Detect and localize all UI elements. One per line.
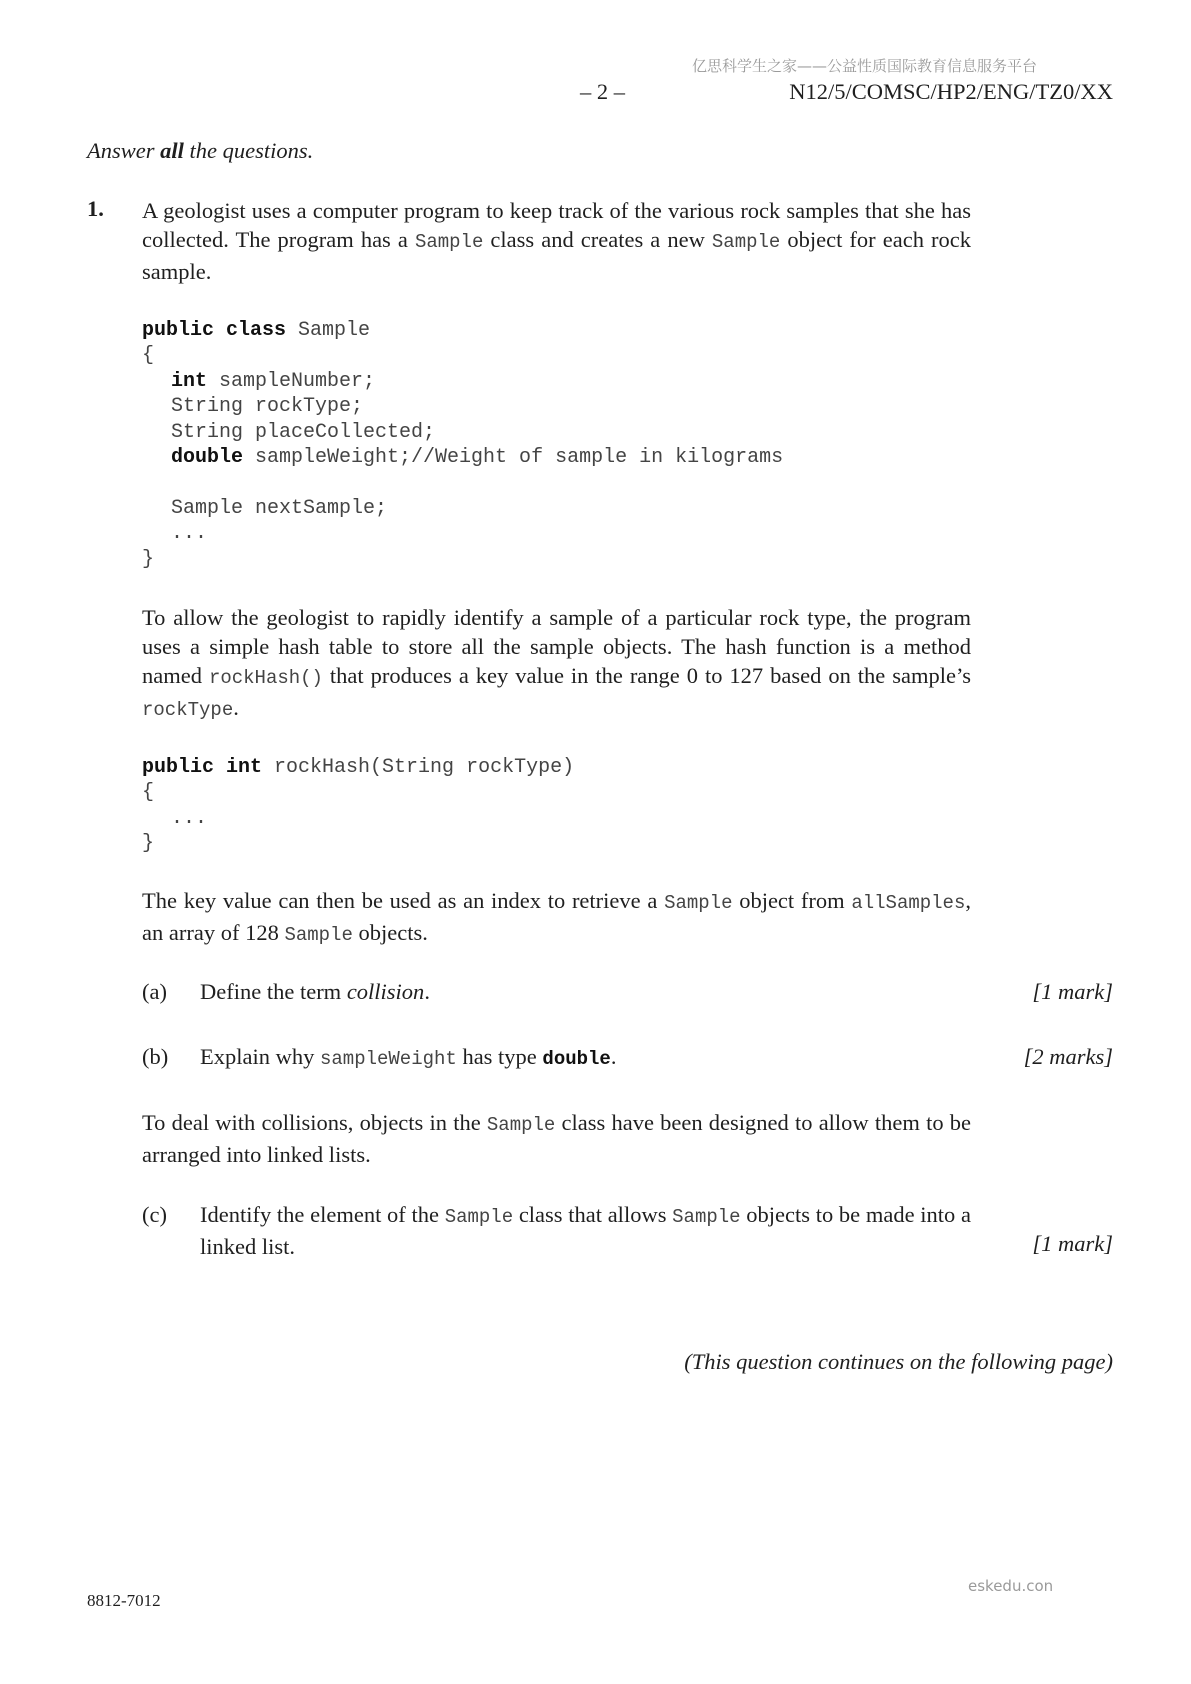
question-number: 1. <box>87 196 104 221</box>
code-line: public class Sample <box>142 319 371 342</box>
footer-code: 8812-7012 <box>87 1591 161 1610</box>
mark-allocation: [1 mark] <box>1032 979 1113 1004</box>
top-watermark: 亿思科学生之家——公益性质国际教育信息服务平台 <box>692 57 1038 75</box>
part-text: Explain why sampleWeight has type double. <box>200 1044 617 1070</box>
code-line: { <box>142 344 155 367</box>
continues-note: (This question continues on the following page) <box>684 1349 1113 1374</box>
key-paragraph: The key value can then be used as an index to retrieve a Sample object from allSamples, an array of 128 Sample objects. <box>142 888 971 946</box>
part-label: (b) <box>142 1044 169 1069</box>
mark-allocation: [2 marks] <box>1023 1044 1113 1069</box>
paper-code: N12/5/COMSC/HP2/ENG/TZ0/XX <box>789 79 1113 104</box>
footer-watermark: eskedu.con <box>968 1577 1054 1595</box>
code-line: double sampleWeight;//Weight of sample in kilograms <box>171 446 784 469</box>
collision-paragraph: To deal with collisions, objects in the Sample class have been designed to allow them to be arranged into linked lists. <box>142 1110 972 1167</box>
code-line: ... <box>171 522 208 545</box>
code-line: } <box>142 548 155 571</box>
question-intro: A geologist uses a computer program to keep track of the various rock samples that she has collected. The program has a Sample class and creates a new Sample object for each rock sample. <box>142 198 971 284</box>
part-label: (c) <box>142 1202 167 1227</box>
code-line: Sample nextSample; <box>171 497 388 520</box>
code-line: public int rockHash(String rockType) <box>142 756 575 779</box>
code-line: ... <box>171 807 208 830</box>
part-text: Identify the element of the Sample class that allows Sample objects to be made into a linked list. <box>200 1202 971 1259</box>
part-text: Define the term collision. <box>200 979 430 1004</box>
code-line: int sampleNumber; <box>171 370 376 393</box>
hash-paragraph: To allow the geologist to rapidly identify a sample of a particular rock type, the program uses a simple hash table to store all the sample objects. The hash function is a method named rockHash() that produces a key value in the range 0 to 127 based on the sample’s rockType. <box>142 605 971 721</box>
code-line: String rockType; <box>171 395 364 418</box>
part-label: (a) <box>142 979 167 1004</box>
mark-allocation: [1 mark] <box>1032 1231 1113 1256</box>
method-code-block <box>142 755 942 865</box>
class-code-block <box>142 318 942 578</box>
instruction: Answer all the questions. <box>87 138 314 163</box>
code-line: { <box>142 781 155 804</box>
code-line: String placeCollected; <box>171 421 436 444</box>
code-line: } <box>142 832 155 855</box>
page-number: – 2 – <box>580 79 625 104</box>
